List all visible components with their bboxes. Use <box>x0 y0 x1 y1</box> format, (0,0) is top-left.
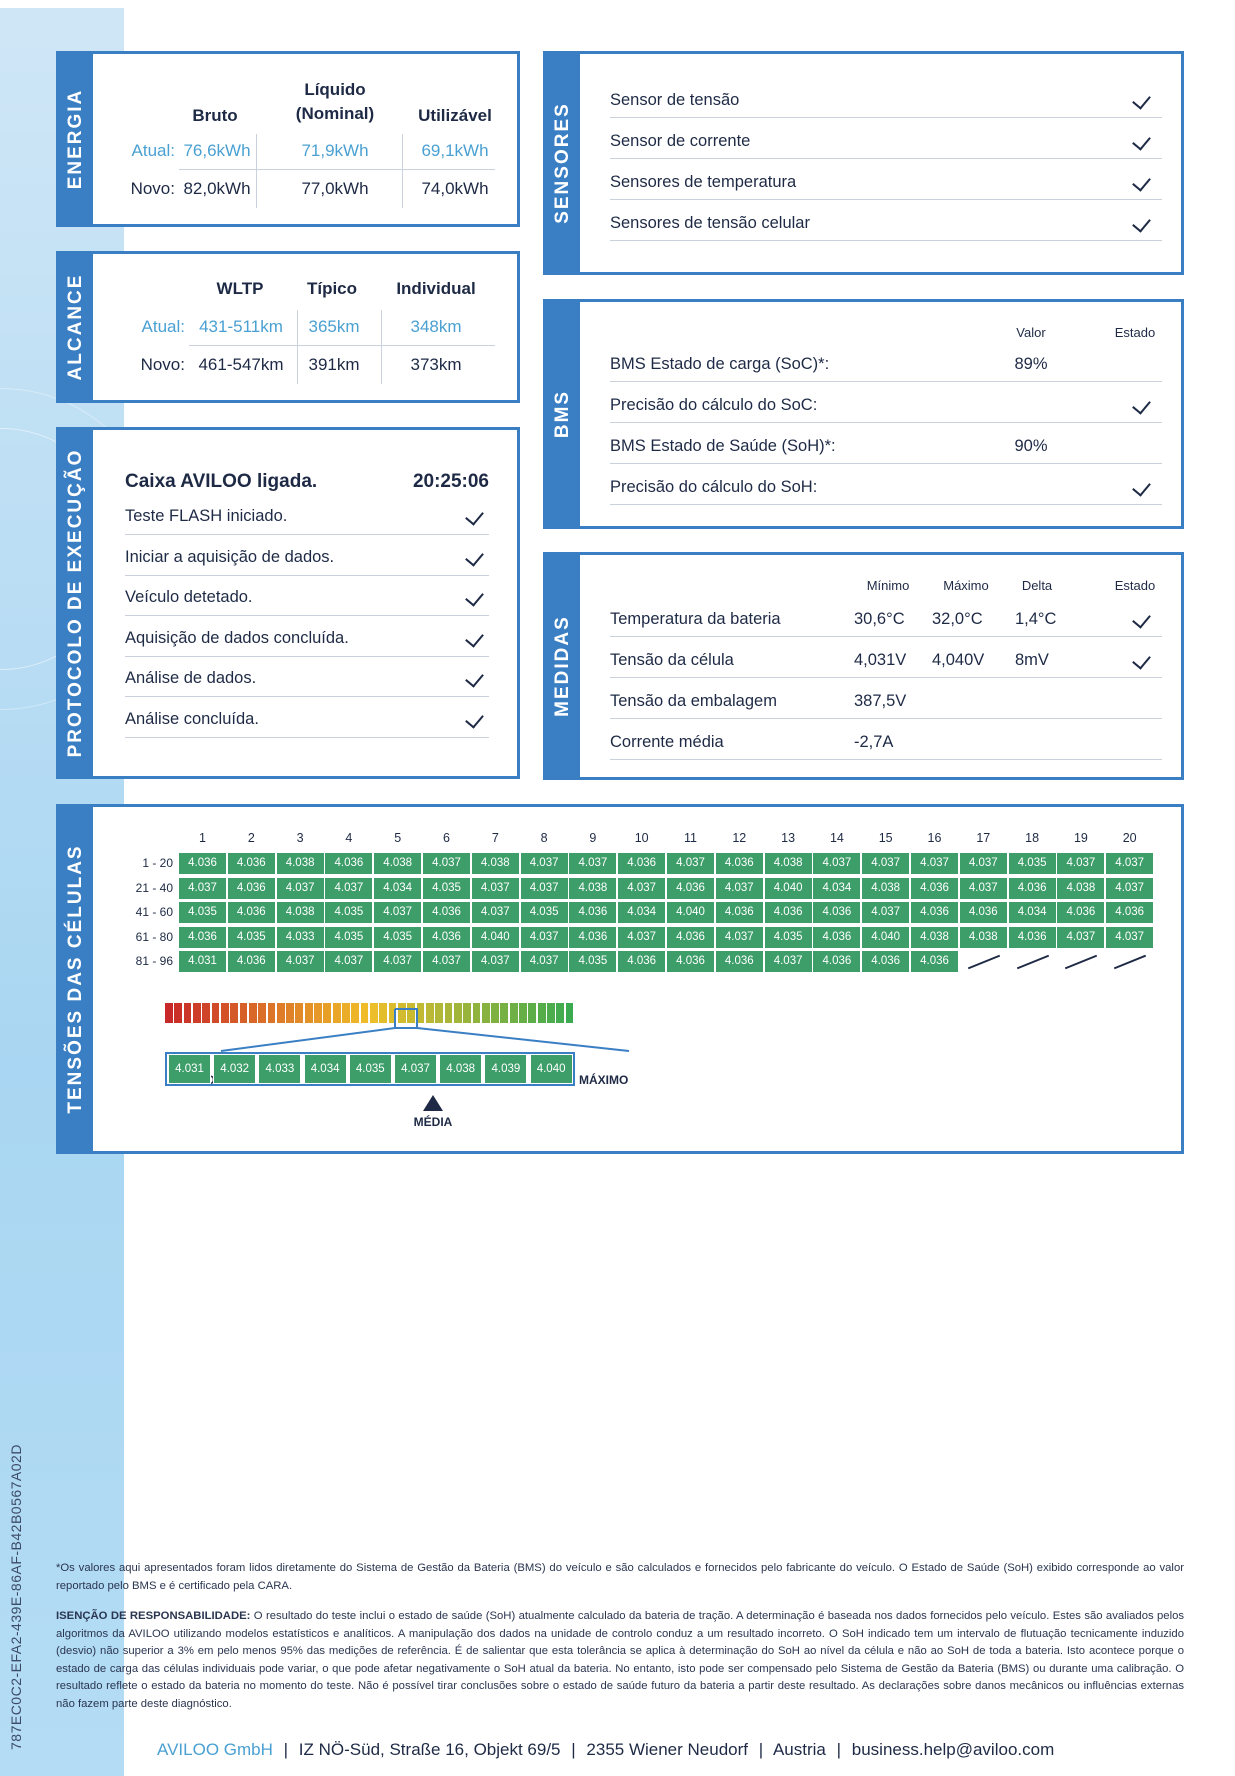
empty-cell-slash <box>968 955 1000 970</box>
check-icon <box>465 709 484 728</box>
footer-email[interactable]: business.help@aviloo.com <box>851 1740 1055 1759</box>
bms-side-label: BMS <box>546 302 580 526</box>
cell-column-number: 11 <box>684 831 697 845</box>
cell-voltage: 4.034 <box>813 878 860 899</box>
cell-voltage: 4.037 <box>1106 853 1153 874</box>
sensores-panel <box>543 51 1184 275</box>
sensor-item: Sensores de temperatura <box>610 173 797 191</box>
medidas-col-estado: Estado <box>1114 578 1156 593</box>
disclaimer-title: ISENÇÃO DE RESPONSABILIDADE: <box>56 1610 251 1622</box>
check-icon <box>465 547 484 566</box>
cell-voltage: 4.037 <box>325 951 372 972</box>
cell-column-number: 7 <box>491 831 499 845</box>
energia-novo-label: Novo: <box>130 179 175 198</box>
check-icon <box>1132 609 1151 628</box>
medidas-col-minimo: Mínimo <box>866 578 910 593</box>
protocolo-step: Iniciar a aquisição de dados. <box>125 547 335 566</box>
footer-address: IZ NÖ-Süd, Straße 16, Objekt 69/5 <box>298 1740 561 1759</box>
cell-voltage: 4.036 <box>423 902 470 923</box>
cell-voltage: 4.037 <box>179 878 226 899</box>
cell-voltage: 4.035 <box>228 927 275 948</box>
cell-column-number: 15 <box>878 831 893 845</box>
medidas-row-label: Temperatura da bateria <box>610 610 781 628</box>
footer-company: AVILOO GmbH <box>157 1740 273 1759</box>
footer-sep: | <box>571 1740 576 1759</box>
cell-voltage: 4.037 <box>1106 878 1153 899</box>
cell-voltage: 4.037 <box>813 853 860 874</box>
cell-column-number: 5 <box>394 831 402 845</box>
cell-voltage: 4.038 <box>1057 878 1104 899</box>
check-icon <box>465 587 484 606</box>
cell-voltage: 4.037 <box>472 902 519 923</box>
cell-voltage: 4.036 <box>960 902 1007 923</box>
bms-row-label: Precisão do cálculo do SoH: <box>610 478 818 496</box>
divider <box>610 381 1162 382</box>
footer-country: Austria <box>772 1740 826 1759</box>
cell-voltage: 4.034 <box>1009 902 1056 923</box>
cell-voltage: 4.035 <box>765 927 812 948</box>
cell-voltage: 4.038 <box>960 927 1007 948</box>
energia-novo-utilizavel: 74,0kWh <box>421 179 489 198</box>
check-icon <box>1132 650 1151 669</box>
bms-col-estado: Estado <box>1114 325 1156 340</box>
cell-voltage: 4.037 <box>862 853 909 874</box>
cell-voltage: 4.038 <box>911 927 958 948</box>
alcance-side-label: ALCANCE <box>59 254 93 400</box>
alcance-header-tipico: Típico <box>306 279 358 298</box>
cell-voltage: 4.036 <box>618 853 665 874</box>
cell-voltage: 4.038 <box>277 902 324 923</box>
cell-column-number: 3 <box>296 831 304 845</box>
cell-voltage: 4.036 <box>1009 878 1056 899</box>
divider <box>610 240 1162 241</box>
divider <box>297 310 298 384</box>
bms-row-value: 89% <box>1014 355 1048 373</box>
cell-voltage: 4.037 <box>521 951 568 972</box>
energia-header-utilizavel: Utilizável <box>418 106 492 125</box>
cell-voltage: 4.035 <box>179 902 226 923</box>
medidas-row-min: -2,7A <box>854 733 894 751</box>
cell-voltage: 4.037 <box>765 951 812 972</box>
medidas-side-label: MEDIDAS <box>546 555 580 777</box>
protocolo-step: Veículo detetado. <box>125 588 253 606</box>
divider <box>610 158 1162 159</box>
sensor-item: Sensor de corrente <box>610 132 751 150</box>
cell-voltage: 4.036 <box>569 927 616 948</box>
cell-voltage: 4.037 <box>521 853 568 874</box>
check-icon <box>1132 477 1151 496</box>
scale-legend-value: 4.033 <box>258 1054 301 1084</box>
cell-column-number: 19 <box>1073 831 1088 845</box>
cell-voltage: 4.036 <box>862 951 909 972</box>
cell-voltage: 4.037 <box>1106 927 1153 948</box>
footnote-disclaimer <box>56 1608 1184 1713</box>
cell-column-number: 16 <box>927 831 942 845</box>
cell-voltage: 4.036 <box>911 878 958 899</box>
cell-voltage: 4.037 <box>911 853 958 874</box>
cell-voltage: 4.037 <box>618 878 665 899</box>
cell-voltage: 4.037 <box>277 951 324 972</box>
protocolo-step: Teste FLASH iniciado. <box>125 507 288 525</box>
scale-legend-value: 4.032 <box>213 1054 256 1084</box>
medidas-row-max: 4,040V <box>932 651 985 669</box>
cell-voltage: 4.036 <box>911 951 958 972</box>
cell-column-number: 8 <box>540 831 548 845</box>
cell-voltage: 4.036 <box>911 902 958 923</box>
empty-cell-slash <box>1065 955 1097 970</box>
scale-legend-value: 4.040 <box>530 1054 573 1084</box>
cell-voltage: 4.036 <box>569 902 616 923</box>
cell-voltage: 4.036 <box>716 902 763 923</box>
document-id: 787EC0C2-EFA2-439E-86AF-B42B0567A02D <box>8 1444 24 1750</box>
cell-column-number: 6 <box>443 831 450 845</box>
cell-voltage: 4.036 <box>228 951 275 972</box>
cell-voltage: 4.036 <box>813 902 860 923</box>
cell-voltage: 4.037 <box>618 927 665 948</box>
cell-voltage: 4.038 <box>374 853 421 874</box>
cell-voltage: 4.037 <box>423 853 470 874</box>
protocolo-head-time: 20:25:06 <box>412 471 489 492</box>
cell-voltage: 4.035 <box>1009 853 1056 874</box>
divider <box>610 463 1162 464</box>
medidas-row-label: Corrente média <box>610 733 724 751</box>
footer-sep: | <box>283 1740 289 1759</box>
cell-voltage: 4.036 <box>667 927 714 948</box>
energia-atual-label: Atual: <box>131 141 175 160</box>
medidas-col-delta: Delta <box>1021 578 1053 593</box>
energia-novo-bruto: 82,0kWh <box>183 179 251 198</box>
alcance-atual-tipico: 365km <box>308 317 360 336</box>
cell-voltage: 4.037 <box>472 951 519 972</box>
medidas-col-maximo: Máximo <box>943 578 989 593</box>
medidas-row-min: 387,5V <box>854 692 907 710</box>
cell-voltage: 4.037 <box>1057 853 1104 874</box>
cell-voltage: 4.037 <box>716 927 763 948</box>
cell-voltage: 4.036 <box>813 951 860 972</box>
energia-header-bruto: Bruto <box>192 106 238 125</box>
cell-column-number: 4 <box>345 831 353 845</box>
protocolo-step: Análise de dados. <box>125 669 257 687</box>
alcance-novo-wltp: 461-547km <box>198 355 284 374</box>
cell-voltage: 4.037 <box>521 927 568 948</box>
protocolo-step: Aquisição de dados concluída. <box>125 628 349 647</box>
cell-voltage: 4.040 <box>765 878 812 899</box>
cell-voltage: 4.038 <box>472 853 519 874</box>
energia-side-label: ENERGIA <box>59 54 93 224</box>
cell-voltage: 4.036 <box>1057 902 1104 923</box>
cell-voltage: 4.036 <box>325 853 372 874</box>
divider <box>125 737 489 738</box>
sensor-item: Sensores de tensão celular <box>610 214 810 232</box>
cell-voltage: 4.038 <box>862 878 909 899</box>
cell-voltage: 4.034 <box>618 902 665 923</box>
scale-zoom-lines <box>164 1003 644 1058</box>
protocolo-panel <box>56 427 520 779</box>
protocolo-side-label: PROTOCOLO DE EXECUÇÃO <box>59 430 93 776</box>
cell-column-number: 20 <box>1122 831 1137 845</box>
celulas-panel <box>56 804 1184 1154</box>
bms-row-label: BMS Estado de carga (SoC)*: <box>610 355 830 373</box>
cell-voltage: 4.036 <box>1009 927 1056 948</box>
alcance-novo-tipico: 391km <box>308 355 360 374</box>
cell-row-label: 41 - 60 <box>135 905 173 920</box>
energia-atual-liquido: 71,9kWh <box>301 141 369 160</box>
sensores-side-label: SENSORES <box>546 54 580 272</box>
cell-voltage: 4.037 <box>667 853 714 874</box>
alcance-novo-label: Novo: <box>140 355 185 374</box>
check-icon <box>1132 90 1151 109</box>
cell-voltage: 4.036 <box>423 927 470 948</box>
scale-avg-label: MÉDIA <box>413 1115 453 1129</box>
divider <box>125 534 489 535</box>
cell-column-number: 10 <box>634 831 649 845</box>
divider <box>256 134 257 208</box>
medidas-row-delta: 8mV <box>1015 651 1049 669</box>
footer-contact <box>157 1740 1054 1760</box>
bms-row-label: BMS Estado de Saúde (SoH)*: <box>610 437 836 455</box>
cell-column-number: 12 <box>732 831 747 845</box>
cell-voltage: 4.038 <box>765 853 812 874</box>
cell-voltage: 4.037 <box>862 902 909 923</box>
cell-row-label: 1 - 20 <box>142 856 173 870</box>
cell-voltage: 4.037 <box>277 878 324 899</box>
cell-voltage: 4.031 <box>179 951 226 972</box>
cell-column-number: 9 <box>589 831 597 845</box>
cell-voltage: 4.037 <box>960 878 1007 899</box>
cell-voltage: 4.035 <box>423 878 470 899</box>
divider <box>610 759 1162 760</box>
alcance-header-wltp: WLTP <box>216 279 264 298</box>
bms-row-value: 90% <box>1014 437 1048 455</box>
medidas-row-delta: 1,4°C <box>1015 610 1057 628</box>
check-icon <box>465 628 484 647</box>
divider <box>125 656 489 657</box>
scale-legend-value: 4.034 <box>304 1054 347 1084</box>
cell-voltage: 4.038 <box>277 853 324 874</box>
cell-voltage: 4.037 <box>569 853 616 874</box>
footer-city: 2355 Wiener Neudorf <box>586 1740 748 1759</box>
divider <box>610 422 1162 423</box>
cell-voltage: 4.036 <box>1106 902 1153 923</box>
cell-voltage: 4.036 <box>667 878 714 899</box>
alcance-atual-wltp: 431-511km <box>199 317 283 336</box>
scale-legend-value: 4.035 <box>349 1054 392 1084</box>
cell-voltage: 4.035 <box>325 902 372 923</box>
cell-voltage: 4.036 <box>716 951 763 972</box>
scale-legend-value: 4.037 <box>394 1054 437 1084</box>
check-icon <box>1132 395 1151 414</box>
check-icon <box>1132 131 1151 150</box>
cell-voltage: 4.036 <box>179 853 226 874</box>
alcance-atual-label: Atual: <box>141 317 185 336</box>
divider <box>125 615 489 616</box>
energia-novo-liquido: 77,0kWh <box>301 179 369 198</box>
protocolo-head-label: Caixa AVILOO ligada. <box>125 471 318 492</box>
protocolo-step: Análise concluída. <box>125 709 259 728</box>
footer-sep: | <box>758 1740 764 1759</box>
cell-voltage: 4.036 <box>765 902 812 923</box>
divider <box>402 134 403 208</box>
cell-voltage: 4.037 <box>325 878 372 899</box>
cell-voltage: 4.037 <box>472 878 519 899</box>
cell-voltage: 4.037 <box>374 902 421 923</box>
alcance-panel <box>56 251 520 403</box>
cell-voltage: 4.036 <box>228 902 275 923</box>
energia-header-liquido-sub: (Nominal) <box>295 104 375 123</box>
medidas-row-min: 4,031V <box>854 651 907 669</box>
cell-row-label: 21 - 40 <box>135 880 173 895</box>
cell-voltage: 4.034 <box>374 878 421 899</box>
cell-voltage: 4.037 <box>716 878 763 899</box>
divider <box>189 345 495 346</box>
medidas-row-label: Tensão da embalagem <box>610 692 777 710</box>
scale-max-label: MÁXIMO <box>579 1073 629 1087</box>
energia-header-liquido: Líquido <box>304 80 366 99</box>
cell-column-number: 13 <box>781 831 796 845</box>
check-icon <box>465 506 484 525</box>
cell-voltage: 4.037 <box>521 878 568 899</box>
cell-column-number: 1 <box>199 831 206 845</box>
cell-voltage: 4.037 <box>423 951 470 972</box>
disclaimer-text: O resultado do teste inclui o estado de saúde (SoH) atualmente calculado da bateria de tração. A determinação é baseada nos dados fornecidos pelo veículo. Estes são avaliados pelos algoritmos da AVILOO utilizando modelos estatísticos e analíticos. A manipulação dos dados na unidade de controlo conduz a um resultado incorreto. O SoH indicado tem um intervalo de flutuação tecnicamente induzido (desvio) não superior a 3% em pelo menos 95% das medições de referência. É de salientar que esta tolerância se aplica à determinação do SoH ao nível da célula e não ao SoH de toda a bateria. Isto acontece porque o estado de carga das células individuais pode variar, o que pode afetar negativamente o SoH atual da bateria. No entanto, isto pode ser compensado pelo Sistema de Gestão da Bateria (BMS) ou durante uma calibração. O resultado reflete o estado da bateria no momento do teste. Não é possível tirar conclusões sobre o estado de saúde futuro da bateria a partir deste resultado. As declarações sobre danos mecânicos ou influências externas não fazem parte deste diagnóstico. <box>56 1610 1185 1710</box>
cell-voltage: 4.035 <box>374 927 421 948</box>
cell-voltage: 4.040 <box>667 902 714 923</box>
alcance-atual-individual: 348km <box>410 317 462 336</box>
scale-legend-value: 4.038 <box>439 1054 482 1084</box>
medidas-row-label: Tensão da célula <box>610 651 734 669</box>
divider <box>610 504 1162 505</box>
footer-sep: | <box>836 1740 842 1759</box>
cell-column-number: 17 <box>976 831 991 845</box>
divider <box>610 718 1162 719</box>
cell-row-label: 61 - 80 <box>135 929 173 944</box>
empty-cell-slash <box>1114 955 1146 970</box>
energia-atual-utilizavel: 69,1kWh <box>421 141 489 160</box>
energia-panel <box>56 51 520 227</box>
cell-voltage: 4.036 <box>228 853 275 874</box>
cell-voltage: 4.037 <box>374 951 421 972</box>
check-icon <box>1132 213 1151 232</box>
cell-column-number: 14 <box>829 831 844 845</box>
energia-atual-bruto: 76,6kWh <box>183 141 251 160</box>
cell-column-number: 18 <box>1025 831 1040 845</box>
medidas-row-max: 32,0°C <box>932 610 983 628</box>
scale-legend-value: 4.039 <box>484 1054 527 1084</box>
check-icon <box>1132 172 1151 191</box>
cell-voltage: 4.037 <box>960 853 1007 874</box>
cell-voltage: 4.036 <box>179 927 226 948</box>
sensor-item: Sensor de tensão <box>610 91 740 109</box>
medidas-panel <box>543 552 1184 780</box>
divider <box>610 677 1162 678</box>
cell-voltage: 4.036 <box>228 878 275 899</box>
divider <box>610 117 1162 118</box>
divider <box>179 169 495 170</box>
cell-voltage: 4.036 <box>716 853 763 874</box>
empty-cell-slash <box>1016 955 1048 970</box>
cell-voltage: 4.040 <box>472 927 519 948</box>
cell-voltage: 4.035 <box>521 902 568 923</box>
divider <box>381 310 382 384</box>
average-marker-icon <box>423 1095 443 1111</box>
scale-legend-value: 4.031 <box>168 1054 211 1084</box>
bms-row-label: Precisão do cálculo do SoC: <box>610 396 818 414</box>
divider <box>610 636 1162 637</box>
divider <box>125 696 489 697</box>
cell-voltage: 4.037 <box>1057 927 1104 948</box>
cell-column-number: 2 <box>247 831 255 845</box>
check-icon <box>465 668 484 687</box>
alcance-header-individual: Individual <box>396 279 476 298</box>
cell-voltage: 4.040 <box>862 927 909 948</box>
bms-panel <box>543 299 1184 529</box>
divider <box>610 199 1162 200</box>
cell-voltage: 4.033 <box>277 927 324 948</box>
cell-voltage: 4.038 <box>569 878 616 899</box>
alcance-novo-individual: 373km <box>410 355 462 374</box>
bms-col-valor: Valor <box>1016 325 1046 340</box>
medidas-row-min: 30,6°C <box>854 610 905 628</box>
cell-voltage: 4.036 <box>813 927 860 948</box>
cell-voltage: 4.035 <box>325 927 372 948</box>
cell-voltage: 4.036 <box>667 951 714 972</box>
cell-voltage: 4.035 <box>569 951 616 972</box>
footnote-bms: *Os valores aqui apresentados foram lidos diretamente do Sistema de Gestão da Bateria (BMS) do veículo e são calculados e fornecidos pelo fabricante do veículo. O Estado de Saúde (SoH) exibido corresponde ao valor reportado pelo BMS e é certificado pela CARA. <box>56 1562 1184 1592</box>
cell-voltage: 4.036 <box>618 951 665 972</box>
cell-row-label: 81 - 96 <box>135 954 173 969</box>
celulas-side-label: TENSÕES DAS CÉLULAS <box>59 807 93 1151</box>
divider <box>125 575 489 576</box>
